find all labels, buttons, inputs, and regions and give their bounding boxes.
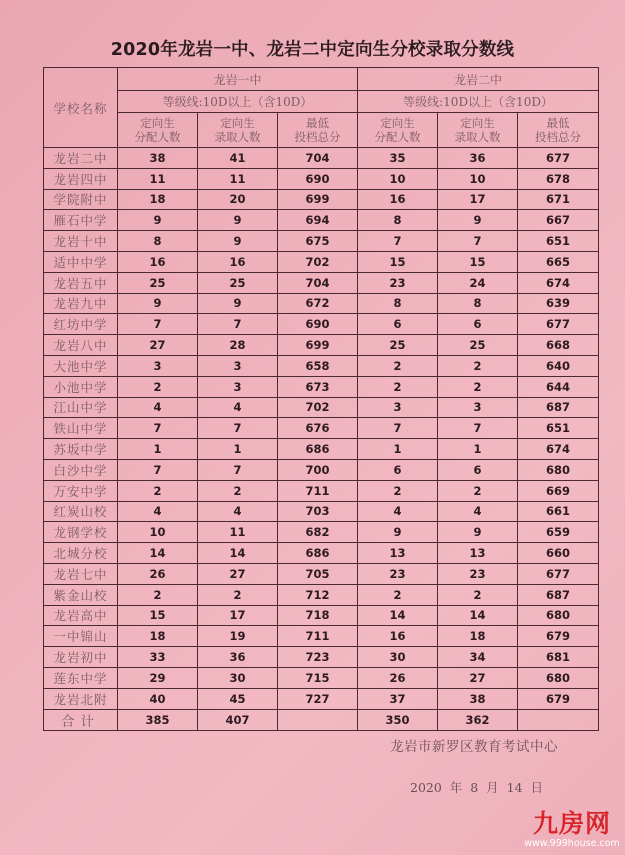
value-cell: 1 xyxy=(118,439,198,460)
value-cell: 4 xyxy=(438,501,518,522)
table-row xyxy=(44,189,599,210)
table-row xyxy=(44,251,599,272)
value-cell: 687 xyxy=(518,584,599,605)
value-cell: 2 xyxy=(358,376,438,397)
table-row xyxy=(44,688,599,709)
value-cell: 673 xyxy=(278,376,358,397)
table-row xyxy=(44,543,599,564)
value-cell: 8 xyxy=(358,293,438,314)
sub-header-line2: 录取人数 xyxy=(454,130,501,144)
value-cell: 9 xyxy=(118,210,198,231)
value-cell: 640 xyxy=(518,355,599,376)
value-cell: 24 xyxy=(438,272,518,293)
value-cell: 41 xyxy=(198,148,278,169)
total-value-cell xyxy=(278,709,358,730)
sub-header xyxy=(358,113,438,148)
school-name-cell: 苏坂中学 xyxy=(44,439,118,460)
sub-header-line1: 定向生 xyxy=(380,116,415,130)
value-cell: 4 xyxy=(198,501,278,522)
value-cell: 35 xyxy=(358,148,438,169)
value-cell: 9 xyxy=(438,522,518,543)
value-cell: 703 xyxy=(278,501,358,522)
sub-header xyxy=(278,113,358,148)
watermark-url: www.999house.com xyxy=(524,838,620,849)
value-cell: 8 xyxy=(358,210,438,231)
total-value-cell: 350 xyxy=(358,709,438,730)
value-cell: 704 xyxy=(278,148,358,169)
value-cell: 2 xyxy=(438,480,518,501)
value-cell: 8 xyxy=(118,231,198,252)
document-title: 2020年龙岩一中、龙岩二中定向生分校录取分数线 xyxy=(110,40,515,60)
value-cell: 723 xyxy=(278,647,358,668)
value-cell: 28 xyxy=(198,335,278,356)
value-cell: 675 xyxy=(278,231,358,252)
table-row xyxy=(44,418,599,439)
value-cell: 10 xyxy=(118,522,198,543)
value-cell: 9 xyxy=(438,210,518,231)
value-cell: 4 xyxy=(118,501,198,522)
value-cell: 727 xyxy=(278,688,358,709)
watermark-logo: 九房网 xyxy=(532,809,611,838)
sub-header-line2: 分配人数 xyxy=(374,130,421,144)
value-cell: 1 xyxy=(358,439,438,460)
table-row xyxy=(44,231,599,252)
value-cell: 712 xyxy=(278,584,358,605)
table-row xyxy=(44,168,599,189)
sub-header xyxy=(198,113,278,148)
table-row xyxy=(44,501,599,522)
value-cell: 676 xyxy=(278,418,358,439)
value-cell: 15 xyxy=(438,251,518,272)
value-cell: 10 xyxy=(358,168,438,189)
value-cell: 660 xyxy=(518,543,599,564)
school-name-cell: 红坊中学 xyxy=(44,314,118,335)
total-value-cell: 385 xyxy=(118,709,198,730)
value-cell: 18 xyxy=(438,626,518,647)
table-row xyxy=(44,272,599,293)
sub-header-line1: 定向生 xyxy=(460,116,495,130)
value-cell: 20 xyxy=(198,189,278,210)
school-name-cell: 白沙中学 xyxy=(44,459,118,480)
school-name-cell: 大池中学 xyxy=(44,355,118,376)
value-cell: 3 xyxy=(118,355,198,376)
value-cell: 644 xyxy=(518,376,599,397)
school-name-cell: 龙岩十中 xyxy=(44,231,118,252)
value-cell: 659 xyxy=(518,522,599,543)
school-name-cell: 龙岩二中 xyxy=(44,148,118,169)
table-row xyxy=(44,563,599,584)
school-name-cell: 龙岩四中 xyxy=(44,168,118,189)
total-row xyxy=(44,709,599,730)
value-cell: 6 xyxy=(358,314,438,335)
value-cell: 2 xyxy=(358,480,438,501)
value-cell: 690 xyxy=(278,314,358,335)
value-cell: 38 xyxy=(118,148,198,169)
value-cell: 14 xyxy=(438,605,518,626)
value-cell: 2 xyxy=(358,355,438,376)
value-cell: 2 xyxy=(438,376,518,397)
school-name-cell: 莲东中学 xyxy=(44,667,118,688)
value-cell: 7 xyxy=(118,418,198,439)
school-name-cell: 龙钢学校 xyxy=(44,522,118,543)
value-cell: 651 xyxy=(518,231,599,252)
value-cell: 715 xyxy=(278,667,358,688)
school-name-cell: 红炭山校 xyxy=(44,501,118,522)
table-row xyxy=(44,148,599,169)
school-name-cell: 一中锦山 xyxy=(44,626,118,647)
sub-header xyxy=(438,113,518,148)
value-cell: 7 xyxy=(438,231,518,252)
value-cell: 686 xyxy=(278,543,358,564)
value-cell: 2 xyxy=(118,584,198,605)
value-cell: 2 xyxy=(438,355,518,376)
school-name-cell: 适中中学 xyxy=(44,251,118,272)
value-cell: 681 xyxy=(518,647,599,668)
value-cell: 15 xyxy=(358,251,438,272)
table-row xyxy=(44,647,599,668)
value-cell: 705 xyxy=(278,563,358,584)
table-row xyxy=(44,397,599,418)
school-name-cell: 龙岩八中 xyxy=(44,335,118,356)
total-value-cell: 407 xyxy=(198,709,278,730)
value-cell: 667 xyxy=(518,210,599,231)
value-cell: 14 xyxy=(118,543,198,564)
value-cell: 7 xyxy=(198,314,278,335)
total-value-cell: 362 xyxy=(438,709,518,730)
sub-header-line2: 投档总分 xyxy=(535,130,582,144)
value-cell: 23 xyxy=(358,272,438,293)
value-cell: 11 xyxy=(198,522,278,543)
table-row xyxy=(44,459,599,480)
value-cell: 9 xyxy=(358,522,438,543)
value-cell: 718 xyxy=(278,605,358,626)
value-cell: 677 xyxy=(518,563,599,584)
value-cell: 30 xyxy=(358,647,438,668)
value-cell: 23 xyxy=(438,563,518,584)
school-name-cell: 江山中学 xyxy=(44,397,118,418)
value-cell: 4 xyxy=(358,501,438,522)
value-cell: 40 xyxy=(118,688,198,709)
value-cell: 680 xyxy=(518,459,599,480)
table-row xyxy=(44,605,599,626)
value-cell: 690 xyxy=(278,168,358,189)
value-cell: 7 xyxy=(198,459,278,480)
grade-line-longyan-no2: 等级线:10D以上（含10D） xyxy=(358,91,599,113)
sub-header-line1: 定向生 xyxy=(140,116,175,130)
value-cell: 17 xyxy=(198,605,278,626)
value-cell: 25 xyxy=(438,335,518,356)
value-cell: 639 xyxy=(518,293,599,314)
value-cell: 7 xyxy=(358,418,438,439)
grade-line-longyan-no1: 等级线:10D以上（含10D） xyxy=(118,91,358,113)
value-cell: 6 xyxy=(438,459,518,480)
value-cell: 2 xyxy=(198,480,278,501)
group-header-longyan-no2: 龙岩二中 xyxy=(358,68,599,91)
value-cell: 36 xyxy=(198,647,278,668)
sub-header-line1: 最低 xyxy=(546,116,570,130)
value-cell: 687 xyxy=(518,397,599,418)
value-cell: 26 xyxy=(358,667,438,688)
school-name-cell: 紫金山校 xyxy=(44,584,118,605)
value-cell: 665 xyxy=(518,251,599,272)
value-cell: 36 xyxy=(438,148,518,169)
value-cell: 45 xyxy=(198,688,278,709)
school-name-cell: 北城分校 xyxy=(44,543,118,564)
value-cell: 11 xyxy=(198,168,278,189)
group-header-longyan-no1: 龙岩一中 xyxy=(118,68,358,91)
table-row xyxy=(44,376,599,397)
value-cell: 680 xyxy=(518,605,599,626)
value-cell: 14 xyxy=(358,605,438,626)
value-cell: 25 xyxy=(358,335,438,356)
value-cell: 3 xyxy=(358,397,438,418)
value-cell: 1 xyxy=(198,439,278,460)
value-cell: 702 xyxy=(278,251,358,272)
table-row xyxy=(44,335,599,356)
value-cell: 680 xyxy=(518,667,599,688)
value-cell: 6 xyxy=(438,314,518,335)
value-cell: 7 xyxy=(198,418,278,439)
value-cell: 661 xyxy=(518,501,599,522)
table-row xyxy=(44,480,599,501)
value-cell: 678 xyxy=(518,168,599,189)
value-cell: 699 xyxy=(278,335,358,356)
value-cell: 679 xyxy=(518,688,599,709)
school-name-cell: 学院附中 xyxy=(44,189,118,210)
value-cell: 686 xyxy=(278,439,358,460)
issue-date: 2020 年 8 月 14 日 xyxy=(410,780,544,795)
school-name-cell: 小池中学 xyxy=(44,376,118,397)
value-cell: 34 xyxy=(438,647,518,668)
value-cell: 677 xyxy=(518,148,599,169)
value-cell: 7 xyxy=(118,314,198,335)
value-cell: 2 xyxy=(198,584,278,605)
table-row xyxy=(44,355,599,376)
table-row xyxy=(44,293,599,314)
value-cell: 2 xyxy=(358,584,438,605)
table-row xyxy=(44,210,599,231)
issuing-organization: 龙岩市新罗区教育考试中心 xyxy=(390,739,558,755)
value-cell: 25 xyxy=(118,272,198,293)
value-cell: 27 xyxy=(198,563,278,584)
value-cell: 16 xyxy=(358,626,438,647)
value-cell: 699 xyxy=(278,189,358,210)
sub-header-line2: 录取人数 xyxy=(214,130,261,144)
sub-header-line1: 最低 xyxy=(306,116,330,130)
total-value-cell xyxy=(518,709,599,730)
value-cell: 37 xyxy=(358,688,438,709)
value-cell: 13 xyxy=(438,543,518,564)
sub-header-line1: 定向生 xyxy=(220,116,255,130)
value-cell: 13 xyxy=(358,543,438,564)
sub-header-line2: 分配人数 xyxy=(134,130,181,144)
value-cell: 10 xyxy=(438,168,518,189)
table-row xyxy=(44,522,599,543)
value-cell: 7 xyxy=(438,418,518,439)
school-name-cell: 铁山中学 xyxy=(44,418,118,439)
value-cell: 2 xyxy=(118,480,198,501)
table-row xyxy=(44,439,599,460)
value-cell: 669 xyxy=(518,480,599,501)
value-cell: 694 xyxy=(278,210,358,231)
value-cell: 682 xyxy=(278,522,358,543)
school-name-cell: 龙岩北附 xyxy=(44,688,118,709)
value-cell: 9 xyxy=(198,231,278,252)
value-cell: 2 xyxy=(438,584,518,605)
value-cell: 38 xyxy=(438,688,518,709)
school-name-cell: 龙岩七中 xyxy=(44,563,118,584)
value-cell: 29 xyxy=(118,667,198,688)
table-row xyxy=(44,667,599,688)
value-cell: 2 xyxy=(118,376,198,397)
value-cell: 674 xyxy=(518,272,599,293)
value-cell: 704 xyxy=(278,272,358,293)
value-cell: 9 xyxy=(118,293,198,314)
value-cell: 11 xyxy=(118,168,198,189)
table-row xyxy=(44,314,599,335)
value-cell: 711 xyxy=(278,626,358,647)
school-name-cell: 万安中学 xyxy=(44,480,118,501)
school-name-cell: 龙岩初中 xyxy=(44,647,118,668)
table-row xyxy=(44,584,599,605)
sub-header xyxy=(118,113,198,148)
school-name-cell: 雁石中学 xyxy=(44,210,118,231)
value-cell: 4 xyxy=(198,397,278,418)
value-cell: 15 xyxy=(118,605,198,626)
value-cell: 19 xyxy=(198,626,278,647)
value-cell: 7 xyxy=(358,231,438,252)
value-cell: 33 xyxy=(118,647,198,668)
value-cell: 677 xyxy=(518,314,599,335)
value-cell: 25 xyxy=(198,272,278,293)
table-row xyxy=(44,626,599,647)
value-cell: 27 xyxy=(118,335,198,356)
school-name-cell: 龙岩五中 xyxy=(44,272,118,293)
value-cell: 18 xyxy=(118,626,198,647)
value-cell: 1 xyxy=(438,439,518,460)
value-cell: 3 xyxy=(438,397,518,418)
value-cell: 671 xyxy=(518,189,599,210)
value-cell: 668 xyxy=(518,335,599,356)
value-cell: 651 xyxy=(518,418,599,439)
value-cell: 672 xyxy=(278,293,358,314)
value-cell: 18 xyxy=(118,189,198,210)
school-name-header: 学校名称 xyxy=(44,68,118,148)
school-name-cell: 龙岩九中 xyxy=(44,293,118,314)
value-cell: 658 xyxy=(278,355,358,376)
value-cell: 9 xyxy=(198,293,278,314)
sub-header xyxy=(518,113,599,148)
value-cell: 14 xyxy=(198,543,278,564)
admission-score-table xyxy=(43,67,599,731)
watermark xyxy=(522,810,622,849)
value-cell: 27 xyxy=(438,667,518,688)
value-cell: 711 xyxy=(278,480,358,501)
value-cell: 23 xyxy=(358,563,438,584)
value-cell: 679 xyxy=(518,626,599,647)
value-cell: 702 xyxy=(278,397,358,418)
value-cell: 7 xyxy=(118,459,198,480)
school-name-cell: 龙岩高中 xyxy=(44,605,118,626)
value-cell: 30 xyxy=(198,667,278,688)
value-cell: 6 xyxy=(358,459,438,480)
value-cell: 16 xyxy=(198,251,278,272)
total-label-cell: 合计 xyxy=(44,709,118,730)
value-cell: 26 xyxy=(118,563,198,584)
value-cell: 8 xyxy=(438,293,518,314)
value-cell: 16 xyxy=(358,189,438,210)
value-cell: 17 xyxy=(438,189,518,210)
value-cell: 3 xyxy=(198,376,278,397)
value-cell: 16 xyxy=(118,251,198,272)
value-cell: 9 xyxy=(198,210,278,231)
value-cell: 3 xyxy=(198,355,278,376)
value-cell: 4 xyxy=(118,397,198,418)
sub-header-line2: 投档总分 xyxy=(294,130,341,144)
value-cell: 674 xyxy=(518,439,599,460)
value-cell: 700 xyxy=(278,459,358,480)
